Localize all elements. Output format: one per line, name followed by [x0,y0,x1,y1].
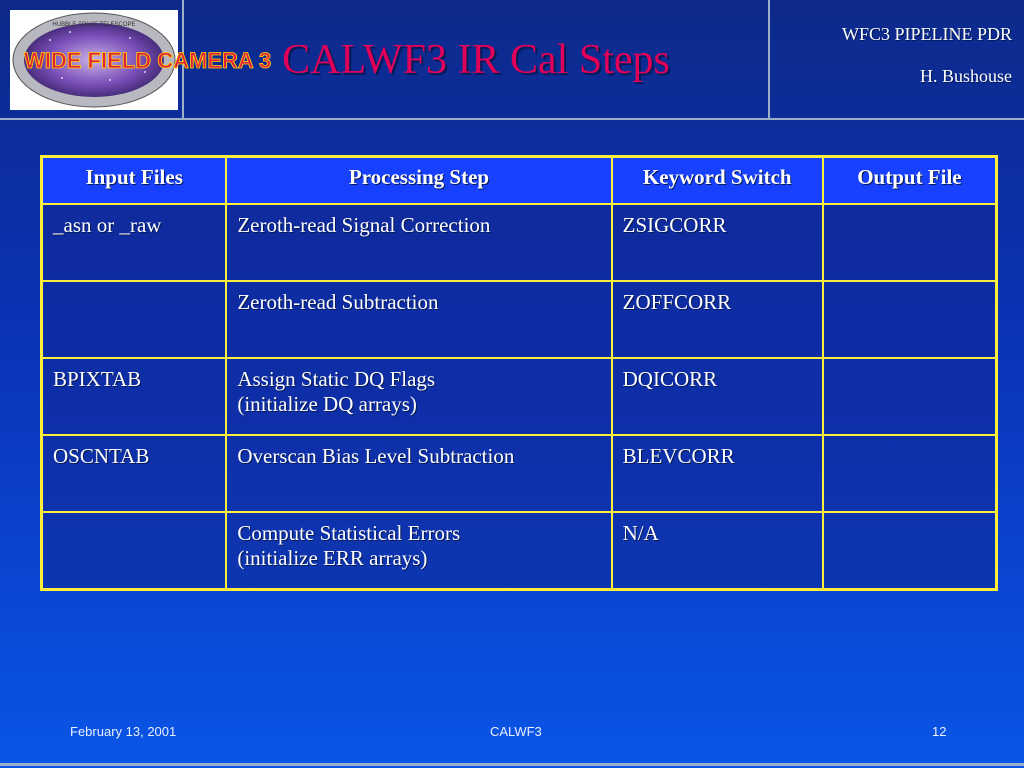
step-line-2: (initialize ERR arrays) [237,546,428,570]
cell-keyword: BLEVCORR [612,435,823,512]
cell-output [823,435,997,512]
cell-output [823,204,997,281]
cell-step [226,358,611,435]
cell-keyword: N/A [612,512,823,589]
step-line: Assign Static DQ Flags [237,367,436,391]
column-header-output-file: Output File [823,157,997,205]
footer-center-label: CALWF3 [490,724,542,739]
footer-date: February 13, 2001 [70,724,177,739]
cell-output [823,281,997,358]
table-row [42,281,997,358]
step-line-2: (initialize DQ arrays) [237,392,417,416]
cal-steps-table [40,155,998,591]
cell-keyword: ZSIGCORR [612,204,823,281]
step-line: Zeroth-read Signal Correction [237,213,491,237]
page-title: CALWF3 IR Cal Steps [282,37,670,83]
header-band [0,0,1024,120]
table-row [42,512,997,589]
logo-subtext: HUBBLE SPACE TELESCOPE [52,22,136,28]
column-header-input-files: Input Files [42,157,227,205]
cell-input [42,281,227,358]
wfc3-logo-graphic [10,10,272,110]
step-line: Overscan Bias Level Subtraction [237,444,515,468]
cell-keyword: DQICORR [612,358,823,435]
cell-keyword: ZOFFCORR [612,281,823,358]
table-row [42,358,997,435]
column-header-keyword-switch: Keyword Switch [612,157,823,205]
cell-input: _asn or _raw [42,204,227,281]
table-header-row [42,157,997,205]
cell-step [226,281,611,358]
cell-input [42,512,227,589]
title-cell [184,0,770,118]
author-name: H. Bushouse [919,66,1012,86]
cell-output [823,512,997,589]
project-name: WFC3 PIPELINE PDR [841,24,1012,44]
logo-cell [0,0,272,118]
column-header-processing-step: Processing Step [226,157,611,205]
cell-output [823,358,997,435]
meta-cell [770,0,1024,118]
wfc3-logo [10,10,272,110]
cell-step [226,435,611,512]
step-line: Zeroth-read Subtraction [237,290,439,314]
logo-text: WIDE FIELD CAMERA 3 [24,48,272,73]
cell-input: BPIXTAB [42,358,227,435]
cell-step [226,512,611,589]
cell-step [226,204,611,281]
page-number: 12 [932,724,947,739]
table-row [42,204,997,281]
table-row [42,435,997,512]
step-line: Compute Statistical Errors [237,521,461,545]
footer-divider [0,763,1024,766]
cell-input: OSCNTAB [42,435,227,512]
